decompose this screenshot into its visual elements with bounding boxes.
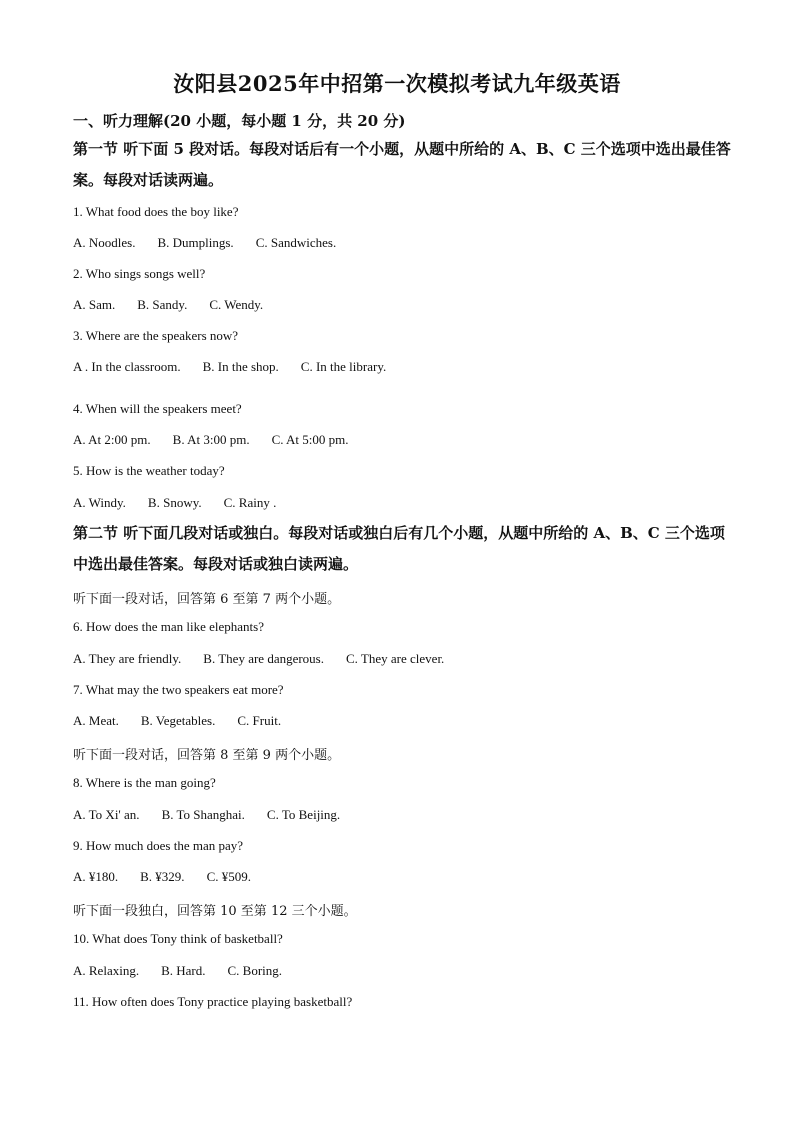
question-4-options [73,432,371,448]
option-c: C. Sandwiches. [255,235,337,250]
option-a: A. Windy. [73,495,126,510]
section2-instruction: 第二节 听下面几段对话或独白。每段对话或独白后有几个小题，从题中所给的 A、B、C 三个选项中选出最佳答案。每段对话或独白读两遍。 [73,524,725,573]
option-b: B. To Shanghai. [161,807,245,822]
question-8-options [73,807,362,823]
option-b: B. In the shop. [202,359,279,374]
question-2-options [73,297,285,313]
option-b: B. Dumplings. [157,235,234,250]
option-c: C. In the library. [300,359,387,374]
option-b: B. Vegetables. [140,713,216,728]
question-1: 1. What food does the boy like? [73,204,239,219]
question-8: 8. Where is the man going? [73,775,216,790]
question-4: 4. When will the speakers meet? [73,401,242,416]
question-10: 10. What does Tony think of basketball? [73,931,283,946]
option-c: C. Wendy. [209,297,264,312]
option-c: C. They are clever. [346,651,445,666]
question-7: 7. What may the two speakers eat more? [73,682,284,697]
question-3-options [73,359,408,375]
option-c: C. Fruit. [237,713,282,728]
option-b: B. Sandy. [137,297,188,312]
question-1-options [73,235,358,251]
option-c: C. At 5:00 pm. [271,432,349,447]
dialogue-lead-1: 听下面一段对话，回答第 6 至第 7 两个小题。 [73,592,341,607]
question-9-options [73,869,273,885]
exam-title: 汝阳县2025年中招第一次模拟考试九年级英语 [173,71,621,96]
option-c: C. ¥509. [206,869,251,884]
option-a: A. Noodles. [73,235,136,250]
question-5-options [73,495,298,511]
question-10-options [73,963,304,979]
question-2: 2. Who sings songs well? [73,266,206,281]
option-a: A. Meat. [73,713,119,728]
option-a: A. Sam. [73,297,116,312]
option-a: A. ¥180. [73,869,119,884]
monologue-lead: 听下面一段独白，回答第 10 至第 12 三个小题。 [73,904,357,919]
question-3: 3. Where are the speakers now? [73,328,239,343]
option-b: B. At 3:00 pm. [172,432,250,447]
dialogue-lead-2: 听下面一段对话，回答第 8 至第 9 两个小题。 [73,748,341,763]
question-6: 6. How does the man like elephants? [73,619,264,634]
option-a: A . In the classroom. [73,359,181,374]
option-c: C. Boring. [227,963,283,978]
option-b: B. Hard. [161,963,206,978]
question-11: 11. How often does Tony practice playing basketball? [73,994,353,1009]
question-6-options [73,651,466,667]
question-9: 9. How much does the man pay? [73,838,244,853]
question-5: 5. How is the weather today? [73,463,225,478]
question-7-options [73,713,303,729]
option-b: B. They are dangerous. [203,651,324,666]
option-a: A. At 2:00 pm. [73,432,151,447]
option-c: C. To Beijing. [266,807,341,822]
part1-heading: 一、听力理解(20 小题，每小题 1 分，共 20 分) [73,112,406,130]
option-a: A. Relaxing. [73,963,140,978]
option-a: A. To Xi' an. [73,807,140,822]
option-b: B. ¥329. [140,869,185,884]
option-c: C. Rainy . [223,495,277,510]
option-b: B. Snowy. [147,495,202,510]
option-a: A. They are friendly. [73,651,182,666]
section1-instruction: 第一节 听下面 5 段对话。每段对话后有一个小题，从题中所给的 A、B、C 三个选项中选出最佳答案。每段对话读两遍。 [73,140,731,189]
